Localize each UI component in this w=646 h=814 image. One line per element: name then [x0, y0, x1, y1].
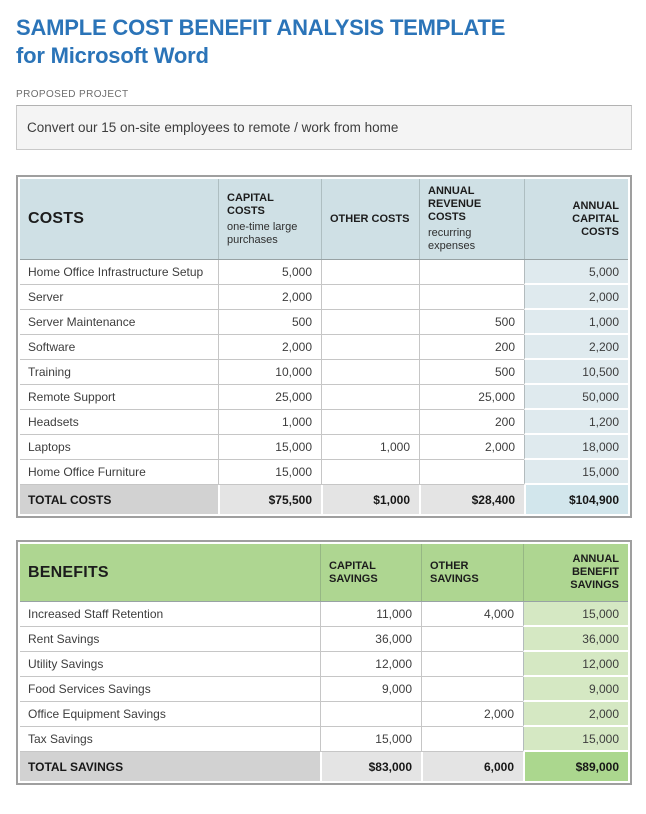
costs-total-value: $104,900: [524, 485, 628, 514]
costs-total-value: $1,000: [321, 485, 419, 514]
column-header-capital-costs: CAPITAL COSTS one-time large purchases: [218, 179, 321, 259]
costs-total-label: TOTAL COSTS: [20, 485, 218, 514]
costs-table: [16, 175, 632, 518]
table-row: [20, 310, 628, 335]
benefits-value-cell[interactable]: [421, 652, 523, 677]
benefits-value-cell[interactable]: [421, 727, 523, 752]
costs-row-label: Home Office Infrastructure Setup: [20, 260, 218, 285]
costs-row-label: Home Office Furniture: [20, 460, 218, 485]
table-row: [20, 285, 628, 310]
benefits-row-label: Food Services Savings: [20, 677, 320, 702]
page-title: [16, 14, 632, 70]
benefits-header-row: [20, 544, 628, 602]
benefits-value-cell[interactable]: 15,000: [523, 727, 628, 752]
benefits-value-cell[interactable]: 2,000: [421, 702, 523, 727]
costs-total-value: $75,500: [218, 485, 321, 514]
costs-row-label: Laptops: [20, 435, 218, 460]
benefits-value-cell[interactable]: [421, 627, 523, 652]
costs-value-cell[interactable]: 15,000: [524, 460, 628, 485]
costs-value-cell[interactable]: 2,200: [524, 335, 628, 360]
costs-value-cell[interactable]: 50,000: [524, 385, 628, 410]
table-title: BENEFITS: [28, 563, 109, 581]
benefits-value-cell[interactable]: 11,000: [320, 602, 421, 627]
benefits-value-cell[interactable]: 36,000: [523, 627, 628, 652]
costs-value-cell[interactable]: [419, 460, 524, 485]
costs-row-label: Remote Support: [20, 385, 218, 410]
costs-value-cell[interactable]: 1,000: [321, 435, 419, 460]
costs-value-cell[interactable]: [321, 410, 419, 435]
costs-value-cell[interactable]: 5,000: [524, 260, 628, 285]
costs-value-cell[interactable]: 15,000: [218, 460, 321, 485]
column-header-other-costs: OTHER COSTS: [321, 179, 419, 259]
costs-value-cell[interactable]: 10,500: [524, 360, 628, 385]
costs-table-grid: [20, 179, 628, 514]
table-row: [20, 602, 628, 627]
benefits-value-cell[interactable]: [320, 702, 421, 727]
table-row: [20, 727, 628, 752]
benefits-row-label: Utility Savings: [20, 652, 320, 677]
proposed-project-value: Convert our 15 on-site employees to remote / work from home: [27, 120, 399, 135]
costs-value-cell[interactable]: [321, 460, 419, 485]
costs-row-label: Training: [20, 360, 218, 385]
column-header-annual-revenue-costs: ANNUAL REVENUE COSTS recurring expenses: [419, 179, 524, 259]
costs-row-label: Software: [20, 335, 218, 360]
costs-row-label: Server: [20, 285, 218, 310]
costs-value-cell[interactable]: 500: [218, 310, 321, 335]
benefits-value-cell[interactable]: 9,000: [523, 677, 628, 702]
benefits-value-cell[interactable]: 9,000: [320, 677, 421, 702]
column-header-other-savings: OTHER SAVINGS: [421, 544, 523, 601]
benefits-value-cell[interactable]: 36,000: [320, 627, 421, 652]
costs-value-cell[interactable]: 2,000: [524, 285, 628, 310]
benefits-value-cell[interactable]: 15,000: [320, 727, 421, 752]
costs-value-cell[interactable]: 2,000: [218, 285, 321, 310]
table-row: [20, 460, 628, 485]
costs-value-cell[interactable]: [321, 360, 419, 385]
table-row: [20, 627, 628, 652]
page-title-line2: for Microsoft Word: [16, 43, 209, 68]
costs-value-cell[interactable]: 500: [419, 310, 524, 335]
costs-value-cell[interactable]: 1,000: [218, 410, 321, 435]
benefits-row-label: Office Equipment Savings: [20, 702, 320, 727]
costs-value-cell[interactable]: [321, 285, 419, 310]
costs-row-label: Headsets: [20, 410, 218, 435]
proposed-project-input[interactable]: [16, 105, 632, 150]
table-row: [20, 702, 628, 727]
column-header-annual-benefit-savings: ANNUAL BENEFIT SAVINGS: [523, 544, 628, 601]
table-row: [20, 260, 628, 285]
costs-value-cell[interactable]: 1,200: [524, 410, 628, 435]
costs-value-cell[interactable]: 18,000: [524, 435, 628, 460]
benefits-row-label: Increased Staff Retention: [20, 602, 320, 627]
column-header-capital-savings: CAPITAL SAVINGS: [320, 544, 421, 601]
benefits-table-grid: [20, 544, 628, 781]
benefits-total-value: $89,000: [523, 752, 628, 781]
costs-value-cell[interactable]: 500: [419, 360, 524, 385]
proposed-project-label: PROPOSED PROJECT: [16, 89, 129, 100]
table-row: [20, 410, 628, 435]
benefits-total-row: [20, 752, 628, 781]
costs-value-cell[interactable]: 10,000: [218, 360, 321, 385]
costs-value-cell[interactable]: 1,000: [524, 310, 628, 335]
benefits-total-value: 6,000: [421, 752, 523, 781]
costs-value-cell[interactable]: 200: [419, 410, 524, 435]
costs-value-cell[interactable]: 200: [419, 335, 524, 360]
table-row: [20, 435, 628, 460]
costs-total-value: $28,400: [419, 485, 524, 514]
costs-value-cell[interactable]: [321, 385, 419, 410]
benefits-value-cell[interactable]: [421, 677, 523, 702]
benefits-row-label: Rent Savings: [20, 627, 320, 652]
benefits-total-value: $83,000: [320, 752, 421, 781]
table-row: [20, 385, 628, 410]
costs-value-cell[interactable]: [419, 285, 524, 310]
benefits-value-cell[interactable]: 2,000: [523, 702, 628, 727]
costs-row-label: Server Maintenance: [20, 310, 218, 335]
benefits-value-cell[interactable]: 12,000: [523, 652, 628, 677]
benefits-value-cell[interactable]: 15,000: [523, 602, 628, 627]
costs-value-cell[interactable]: 5,000: [218, 260, 321, 285]
costs-value-cell[interactable]: 2,000: [419, 435, 524, 460]
costs-value-cell[interactable]: [419, 260, 524, 285]
table-row: [20, 335, 628, 360]
table-title: COSTS: [28, 210, 85, 227]
benefits-value-cell[interactable]: 12,000: [320, 652, 421, 677]
table-row: [20, 360, 628, 385]
page-title-line1: SAMPLE COST BENEFIT ANALYSIS TEMPLATE: [16, 15, 506, 40]
table-row: [20, 677, 628, 702]
costs-title-cell: [20, 179, 218, 259]
benefits-title-cell: [20, 544, 320, 601]
column-header-annual-capital-costs: ANNUAL CAPITAL COSTS: [524, 179, 628, 259]
costs-value-cell[interactable]: 25,000: [218, 385, 321, 410]
benefits-table: [16, 540, 632, 785]
benefits-value-cell[interactable]: 4,000: [421, 602, 523, 627]
benefits-row-label: Tax Savings: [20, 727, 320, 752]
costs-value-cell[interactable]: [321, 260, 419, 285]
table-row: [20, 652, 628, 677]
costs-value-cell[interactable]: 2,000: [218, 335, 321, 360]
costs-value-cell[interactable]: 25,000: [419, 385, 524, 410]
costs-value-cell[interactable]: 15,000: [218, 435, 321, 460]
benefits-total-label: TOTAL SAVINGS: [20, 752, 320, 781]
costs-total-row: [20, 485, 628, 514]
costs-header-row: [20, 179, 628, 260]
costs-value-cell[interactable]: [321, 310, 419, 335]
costs-value-cell[interactable]: [321, 335, 419, 360]
